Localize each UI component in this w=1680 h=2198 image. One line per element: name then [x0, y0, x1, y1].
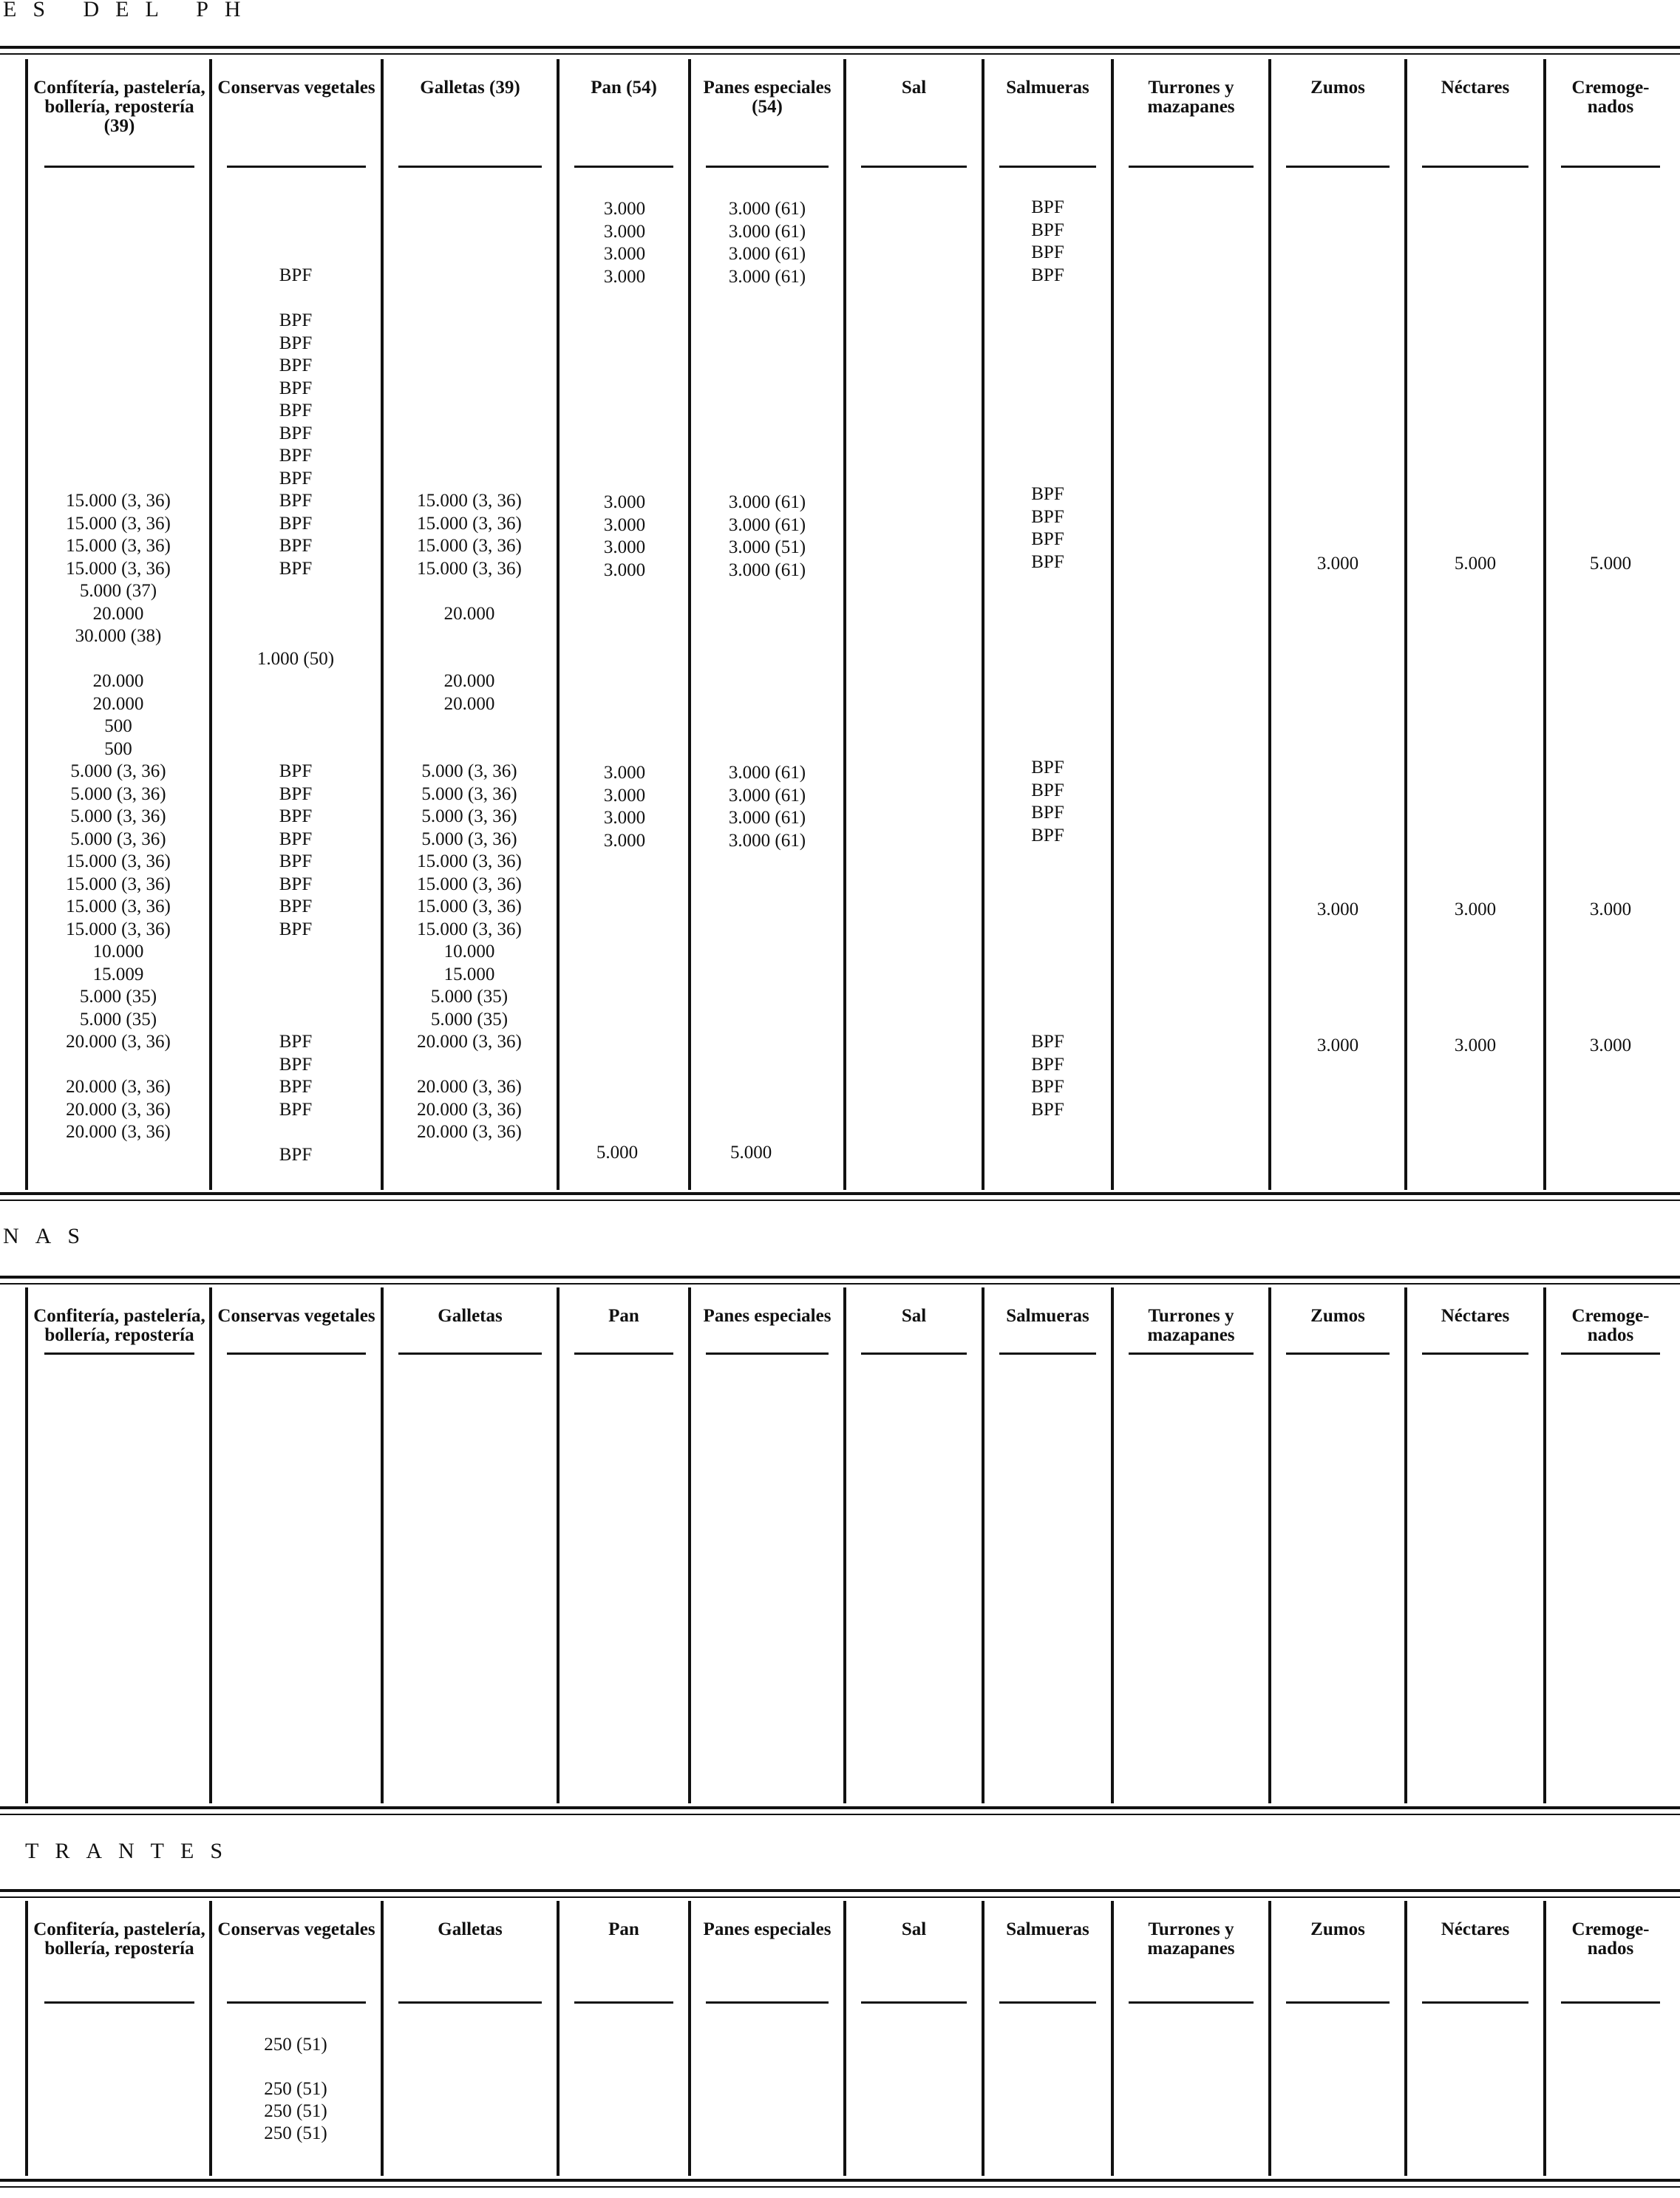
- column-divider: [209, 1901, 212, 2176]
- column-header-conservas: Conservas vegetales: [217, 1306, 375, 1326]
- table-cell: 15.000: [443, 964, 495, 984]
- table-cell: 3.000: [1589, 899, 1632, 919]
- table-cell: BPF: [1031, 1054, 1064, 1075]
- table-cell: 3.000: [603, 221, 646, 242]
- table-cell: 3.000 (61): [728, 808, 806, 828]
- table-cell: 3.000 (61): [728, 221, 806, 242]
- table-cell: 250 (51): [264, 2079, 327, 2099]
- table-cell: 15.000 (3, 36): [417, 919, 522, 939]
- table-cell: 15.000 (3, 36): [417, 874, 522, 894]
- header-underline: [1422, 166, 1528, 168]
- header-underline: [398, 166, 542, 168]
- column-header-salmueras: Salmueras: [1006, 78, 1089, 98]
- column-divider: [25, 59, 28, 1190]
- rule: [0, 2186, 1680, 2188]
- column-divider: [557, 59, 560, 1190]
- column-header-galletas: Galletas: [438, 1919, 503, 1939]
- table-cell: 5.000 (3, 36): [421, 828, 517, 849]
- column-divider: [1404, 59, 1407, 1190]
- table-cell: BPF: [279, 378, 313, 398]
- column-divider: [209, 59, 212, 1190]
- table-cell: 3.000: [603, 808, 646, 828]
- table-cell: 20.000 (3, 36): [417, 1077, 522, 1097]
- header-underline: [999, 1353, 1096, 1355]
- table-cell: BPF: [279, 513, 313, 534]
- column-header-panes: Panes especiales: [703, 1306, 832, 1326]
- header-underline: [706, 1353, 829, 1355]
- table-cell: 15.000 (3, 36): [66, 491, 171, 511]
- header-underline: [44, 1353, 194, 1355]
- header-underline: [861, 2001, 967, 2004]
- column-header-cremogenados: Cremoge- nados: [1571, 1306, 1650, 1345]
- table-cell: 20.000: [92, 693, 144, 714]
- table-cell: BPF: [279, 919, 313, 939]
- column-header-nectares: Néctares: [1441, 78, 1510, 98]
- header-underline: [861, 1353, 967, 1355]
- table-cell: 3.000: [1454, 899, 1497, 919]
- table-cell: 20.000 (3, 36): [66, 1032, 171, 1052]
- table-cell: 250 (51): [264, 2123, 327, 2143]
- table-cell: BPF: [279, 401, 313, 421]
- table-cell: 5.000 (3, 36): [421, 783, 517, 804]
- header-underline: [44, 2001, 194, 2004]
- header-underline: [861, 166, 967, 168]
- table-cell: 3.000: [603, 492, 646, 512]
- table-cell: 3.000: [1316, 1035, 1359, 1055]
- table-cell: 3.000 (61): [728, 266, 806, 287]
- table-cell: 5.000 (35): [430, 987, 509, 1007]
- header-underline: [1129, 166, 1254, 168]
- header-underline: [44, 166, 194, 168]
- table-cell: BPF: [1031, 551, 1064, 572]
- table-cell: 3.000: [603, 763, 646, 783]
- column-header-sal: Sal: [901, 78, 927, 98]
- table-cell: 15.000 (3, 36): [66, 874, 171, 894]
- section-title-3: TRANTES: [25, 1839, 239, 1863]
- table-cell: 3.000 (61): [728, 559, 806, 580]
- header-underline: [1422, 2001, 1528, 2004]
- column-divider: [982, 59, 984, 1190]
- column-divider: [1111, 1287, 1114, 1803]
- header-underline: [227, 166, 366, 168]
- table-cell: 30.000 (38): [75, 626, 162, 646]
- column-divider: [1543, 1901, 1546, 2176]
- column-header-pan: Pan: [608, 1306, 639, 1326]
- table-cell: 3.000 (61): [728, 830, 806, 851]
- column-divider: [688, 1901, 691, 2176]
- table-cell: BPF: [1031, 1099, 1064, 1120]
- table-cell: 15.000 (3, 36): [417, 536, 522, 556]
- table-cell: 15.009: [92, 964, 144, 984]
- table-cell: 20.000 (3, 36): [66, 1099, 171, 1120]
- table-cell: 3.000 (61): [728, 785, 806, 806]
- column-header-conservas: Conservas vegetales: [217, 78, 375, 98]
- table-cell: 3.000: [1589, 1035, 1632, 1055]
- header-underline: [227, 2001, 366, 2004]
- column-divider: [843, 59, 846, 1190]
- table-cell: BPF: [279, 874, 313, 894]
- table-cell: 10.000: [443, 942, 495, 962]
- table-cell: 5.000: [1454, 554, 1497, 574]
- table-cell: 5.000: [1589, 554, 1632, 574]
- column-header-galletas: Galletas: [438, 1306, 503, 1326]
- table-cell: BPF: [1031, 758, 1064, 778]
- column-divider: [982, 1287, 984, 1803]
- column-divider: [1111, 1901, 1114, 2176]
- column-header-confiteria: Confítería, pastelería, bollería, repostería (39): [33, 78, 205, 136]
- table-cell: BPF: [279, 536, 313, 556]
- table-cell: 15.000 (3, 36): [417, 491, 522, 511]
- header-underline: [227, 1353, 366, 1355]
- header-underline: [1129, 1353, 1254, 1355]
- section-title-1: ES DEL PH: [3, 0, 257, 21]
- table-cell: 3.000 (61): [728, 199, 806, 219]
- table-cell: BPF: [279, 1054, 313, 1075]
- table-cell: 5.000 (3, 36): [421, 761, 517, 781]
- table-cell: 10.000: [92, 942, 144, 962]
- table-cell: BPF: [279, 783, 313, 804]
- column-header-salmueras: Salmueras: [1006, 1919, 1089, 1939]
- header-underline: [1561, 2001, 1660, 2004]
- column-divider: [1543, 59, 1546, 1190]
- table-cell: 3.000 (61): [728, 492, 806, 512]
- header-underline: [1561, 166, 1660, 168]
- table-cell: BPF: [1031, 803, 1064, 823]
- table-cell: 3.000: [603, 244, 646, 264]
- table-cell: 250 (51): [264, 2035, 327, 2055]
- table-cell: 20.000: [92, 603, 144, 624]
- table-cell: 5.000 (3, 36): [421, 806, 517, 826]
- header-underline: [574, 1353, 673, 1355]
- table-cell: 3.000: [1454, 1035, 1497, 1055]
- table-cell: 20.000: [92, 671, 144, 691]
- table-cell: BPF: [279, 310, 313, 330]
- table-cell: BPF: [1031, 484, 1064, 504]
- table-cell: 15.000 (3, 36): [417, 558, 522, 579]
- table-cell: BPF: [279, 1032, 313, 1052]
- table-cell: 15.000 (3, 36): [66, 513, 171, 534]
- rule: [0, 1283, 1680, 1285]
- table-cell: 250 (51): [264, 2101, 327, 2121]
- column-header-pan: Pan: [608, 1919, 639, 1939]
- column-header-nectares: Néctares: [1441, 1306, 1510, 1326]
- table-cell: 3.000: [603, 830, 646, 851]
- table-cell: 5.000 (3, 36): [70, 806, 166, 826]
- column-header-sal: Sal: [901, 1919, 927, 1939]
- table-cell: 15.000 (3, 36): [417, 851, 522, 871]
- table-cell: 5.000 (35): [430, 1009, 509, 1030]
- column-divider: [209, 1287, 212, 1803]
- table-cell: BPF: [1031, 825, 1064, 845]
- column-header-turrones: Turrones y mazapanes: [1147, 1919, 1235, 1959]
- table-cell: 20.000: [443, 671, 495, 691]
- table-cell: 5.000 (35): [79, 987, 157, 1007]
- header-underline: [1286, 2001, 1390, 2004]
- table-cell: 15.000 (3, 36): [66, 896, 171, 916]
- section-title-2: NAS: [3, 1224, 97, 1248]
- table-cell: BPF: [1031, 197, 1064, 217]
- table-cell: 20.000: [443, 693, 495, 714]
- table-cell: 500: [104, 716, 132, 736]
- table-cell: BPF: [279, 851, 313, 871]
- header-underline: [999, 166, 1096, 168]
- table-cell: 3.000: [603, 537, 646, 557]
- table-cell: 15.000 (3, 36): [66, 536, 171, 556]
- table-cell: 15.000 (3, 36): [417, 513, 522, 534]
- rule: [0, 1889, 1680, 1892]
- column-divider: [1404, 1901, 1407, 2176]
- column-divider: [381, 1901, 384, 2176]
- table-cell: 3.000: [603, 266, 646, 287]
- table-cell: 20.000 (3, 36): [66, 1122, 171, 1142]
- column-divider: [381, 1287, 384, 1803]
- table-cell: BPF: [279, 333, 313, 353]
- column-header-zumos: Zumos: [1310, 78, 1365, 98]
- rule: [0, 53, 1680, 55]
- table-cell: BPF: [279, 896, 313, 916]
- table-cell: BPF: [279, 1077, 313, 1097]
- table-cell: BPF: [279, 423, 313, 443]
- column-divider: [688, 1287, 691, 1803]
- table-cell: 20.000 (3, 36): [417, 1099, 522, 1120]
- table-cell: BPF: [1031, 780, 1064, 800]
- column-divider: [843, 1901, 846, 2176]
- column-divider: [1268, 1901, 1271, 2176]
- header-underline: [574, 166, 673, 168]
- column-divider: [557, 1901, 560, 2176]
- table-cell: BPF: [279, 265, 313, 285]
- table-cell: 3.000: [1316, 899, 1359, 919]
- table-cell: 5.000: [730, 1143, 772, 1163]
- table-cell: BPF: [279, 1099, 313, 1120]
- column-header-galletas: Galletas (39): [420, 78, 520, 98]
- table-cell: BPF: [279, 491, 313, 511]
- table-cell: 5.000: [596, 1143, 639, 1163]
- rule: [0, 2179, 1680, 2182]
- table-cell: BPF: [1031, 1032, 1064, 1052]
- header-underline: [574, 2001, 673, 2004]
- table-cell: BPF: [1031, 506, 1064, 527]
- column-header-salmueras: Salmueras: [1006, 1306, 1089, 1326]
- column-header-panes: Panes especiales (54): [703, 78, 832, 117]
- column-divider: [688, 59, 691, 1190]
- header-underline: [706, 2001, 829, 2004]
- table-cell: BPF: [1031, 265, 1064, 285]
- table-cell: 15.000 (3, 36): [66, 558, 171, 579]
- column-divider: [381, 59, 384, 1190]
- table-cell: BPF: [1031, 529, 1064, 549]
- rule: [0, 46, 1680, 49]
- table-cell: 1.000 (50): [256, 648, 335, 669]
- column-header-panes: Panes especiales: [703, 1919, 832, 1939]
- header-underline: [1286, 166, 1390, 168]
- table-cell: BPF: [1031, 1077, 1064, 1097]
- header-underline: [398, 2001, 542, 2004]
- table-cell: 3.000 (61): [728, 244, 806, 264]
- column-divider: [1268, 1287, 1271, 1803]
- table-cell: BPF: [279, 355, 313, 375]
- column-divider: [982, 1901, 984, 2176]
- column-header-cremogenados: Cremoge- nados: [1571, 1919, 1650, 1959]
- header-underline: [1422, 1353, 1528, 1355]
- table-cell: 20.000 (3, 36): [417, 1032, 522, 1052]
- rule: [0, 1192, 1680, 1195]
- table-cell: BPF: [279, 468, 313, 489]
- column-header-turrones: Turrones y mazapanes: [1147, 1306, 1235, 1345]
- table-cell: 15.000 (3, 36): [66, 919, 171, 939]
- column-header-zumos: Zumos: [1310, 1919, 1365, 1939]
- rule: [0, 1814, 1680, 1815]
- column-header-pan: Pan (54): [591, 78, 657, 98]
- table-cell: 15.000 (3, 36): [417, 896, 522, 916]
- table-cell: 5.000 (37): [79, 581, 157, 601]
- table-cell: 3.000: [603, 559, 646, 580]
- table-cell: 5.000 (3, 36): [70, 783, 166, 804]
- column-header-confiteria: Confitería, pastelería, bollería, repostería: [33, 1306, 205, 1345]
- column-header-turrones: Turrones y mazapanes: [1147, 78, 1235, 117]
- table-cell: 3.000: [603, 514, 646, 535]
- table-cell: 3.000: [1316, 554, 1359, 574]
- column-header-zumos: Zumos: [1310, 1306, 1365, 1326]
- column-divider: [557, 1287, 560, 1803]
- table-cell: 3.000: [603, 199, 646, 219]
- table-cell: 3.000 (51): [728, 537, 806, 557]
- table-cell: BPF: [279, 761, 313, 781]
- column-divider: [1111, 59, 1114, 1190]
- table-cell: 20.000: [443, 603, 495, 624]
- table-cell: 3.000 (61): [728, 514, 806, 535]
- column-header-sal: Sal: [901, 1306, 927, 1326]
- table-cell: 3.000: [603, 785, 646, 806]
- column-divider: [1404, 1287, 1407, 1803]
- column-header-cremogenados: Cremoge- nados: [1571, 78, 1650, 117]
- table-cell: 5.000 (3, 36): [70, 828, 166, 849]
- column-divider: [1543, 1287, 1546, 1803]
- table-cell: BPF: [279, 558, 313, 579]
- column-divider: [25, 1287, 28, 1803]
- header-underline: [1129, 2001, 1254, 2004]
- header-underline: [706, 166, 829, 168]
- header-underline: [398, 1353, 542, 1355]
- column-header-confiteria: Confitería, pastelería, bollería, repostería: [33, 1919, 205, 1959]
- header-underline: [1561, 1353, 1660, 1355]
- column-header-nectares: Néctares: [1441, 1919, 1510, 1939]
- rule: [0, 1276, 1680, 1279]
- header-underline: [999, 2001, 1096, 2004]
- table-cell: 3.000 (61): [728, 763, 806, 783]
- column-divider: [25, 1901, 28, 2176]
- column-header-conservas: Conservas vegetales: [217, 1919, 375, 1939]
- table-cell: 20.000 (3, 36): [66, 1077, 171, 1097]
- header-underline: [1286, 1353, 1390, 1355]
- table-cell: BPF: [279, 1144, 313, 1165]
- column-divider: [843, 1287, 846, 1803]
- table-cell: 5.000 (35): [79, 1009, 157, 1030]
- table-cell: 15.000 (3, 36): [66, 851, 171, 871]
- table-cell: BPF: [279, 806, 313, 826]
- table-cell: 20.000 (3, 36): [417, 1122, 522, 1142]
- rule: [0, 1200, 1680, 1201]
- table-cell: BPF: [279, 446, 313, 466]
- table-cell: 500: [104, 738, 132, 759]
- rule: [0, 1896, 1680, 1898]
- table-cell: BPF: [1031, 220, 1064, 240]
- table-cell: BPF: [279, 828, 313, 849]
- column-divider: [1268, 59, 1271, 1190]
- rule: [0, 1806, 1680, 1809]
- table-cell: BPF: [1031, 242, 1064, 262]
- table-cell: 5.000 (3, 36): [70, 761, 166, 781]
